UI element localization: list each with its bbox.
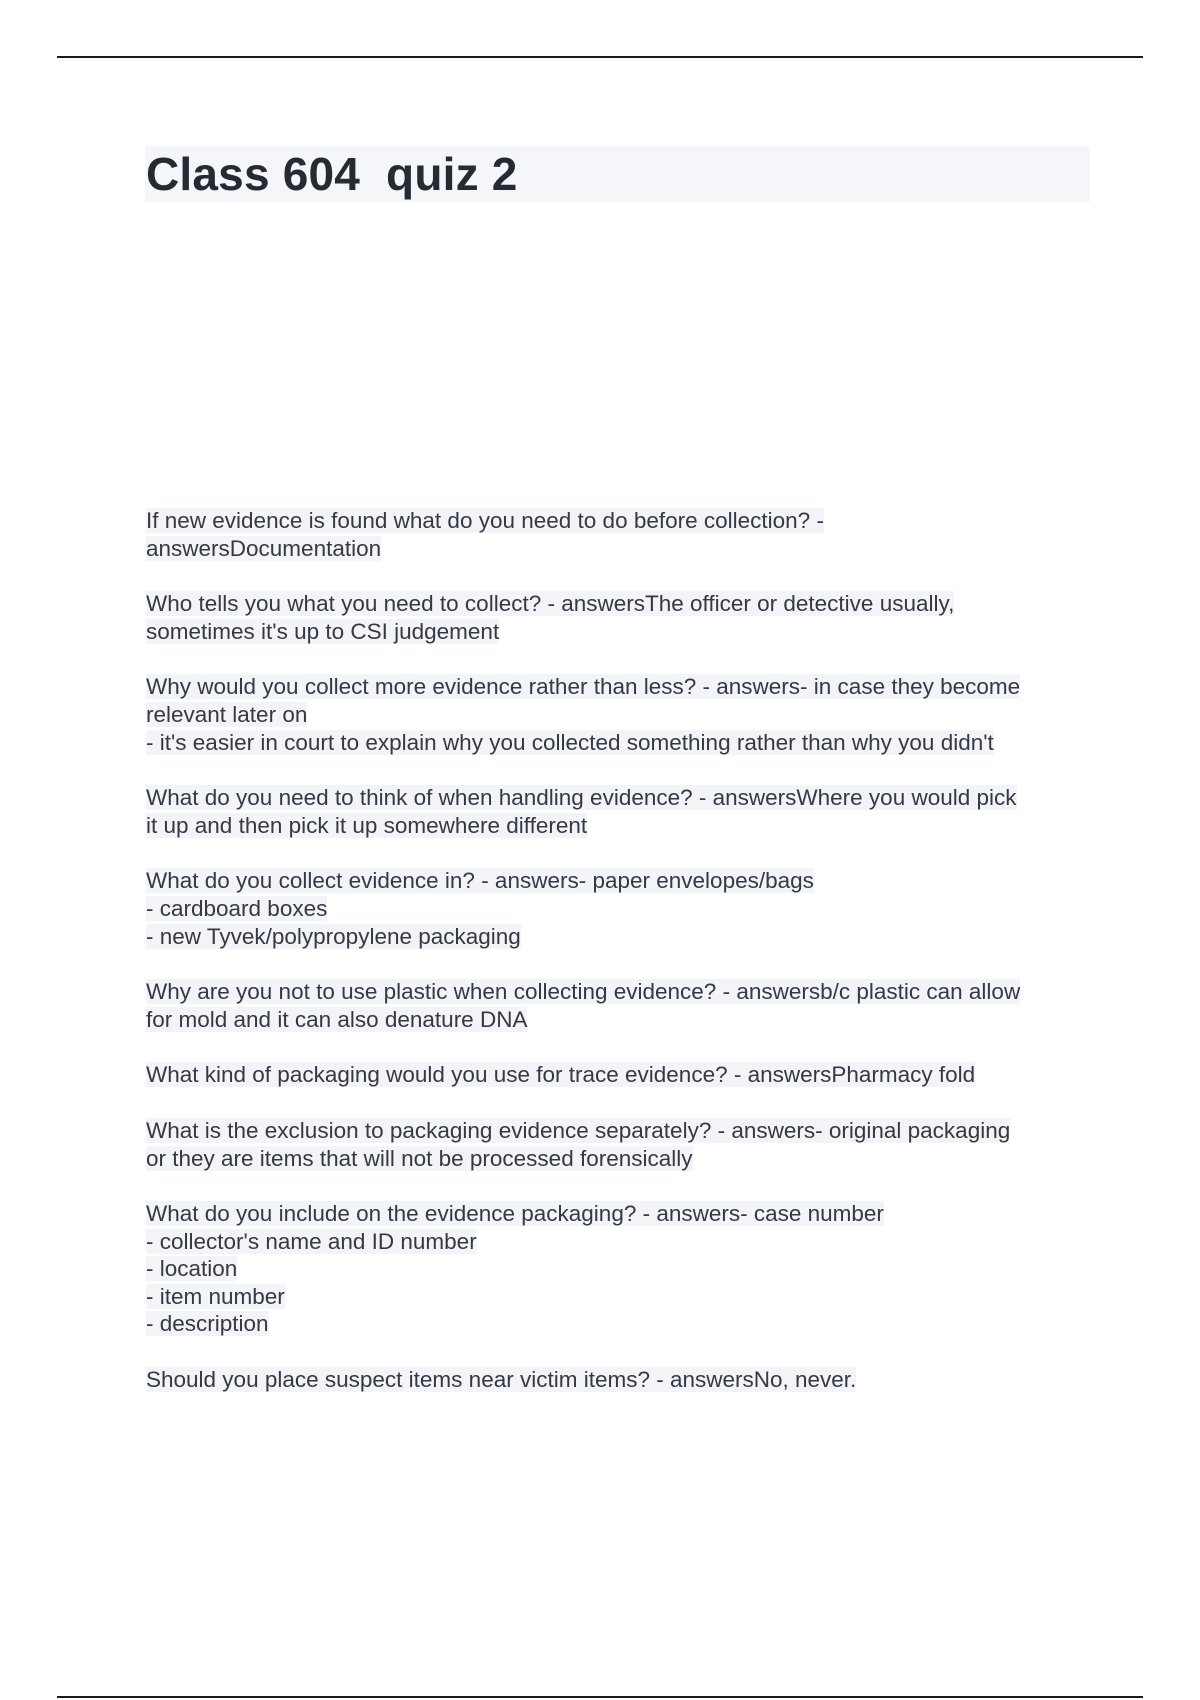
qa-line: relevant later on xyxy=(146,701,308,727)
bottom-rule xyxy=(57,1696,1143,1698)
qa-line: Should you place suspect items near victim items? - answersNo, never. xyxy=(146,1367,857,1393)
qa-line: What is the exclusion to packaging evidence separately? - answers- original packaging xyxy=(146,1117,1011,1143)
qa-line: - new Tyvek/polypropylene packaging xyxy=(146,923,521,949)
qa-item xyxy=(146,1200,1106,1338)
qa-line: If new evidence is found what do you need to do before collection? - xyxy=(146,508,824,533)
qa-line: - location xyxy=(146,1256,238,1282)
qa-line: for mold and it can also denature DNA xyxy=(146,1006,528,1032)
qa-list xyxy=(146,507,1106,1422)
qa-line: What do you include on the evidence packaging? - answers- case number xyxy=(146,1201,884,1227)
qa-item xyxy=(146,867,1106,950)
qa-item xyxy=(146,507,1106,562)
qa-item xyxy=(146,784,1106,839)
top-rule xyxy=(57,56,1143,58)
qa-item xyxy=(146,590,1106,645)
qa-line: What do you collect evidence in? - answers- paper envelopes/bags xyxy=(146,868,814,894)
qa-line: What do you need to think of when handling evidence? - answersWhere you would pick xyxy=(146,785,1017,811)
qa-line: or they are items that will not be processed forensically xyxy=(146,1145,693,1171)
qa-line: Who tells you what you need to collect? - answersThe officer or detective usually, xyxy=(146,591,955,617)
qa-line: - description xyxy=(146,1311,269,1337)
document-title: Class 604 quiz 2 xyxy=(146,148,518,200)
qa-line: What kind of packaging would you use for trace evidence? - answersPharmacy fold xyxy=(146,1062,976,1088)
qa-line: Why are you not to use plastic when collecting evidence? - answersb/c plastic can allow xyxy=(146,979,1021,1005)
qa-item xyxy=(146,1366,1106,1394)
qa-line: sometimes it's up to CSI judgement xyxy=(146,618,500,644)
qa-item xyxy=(146,1061,1106,1089)
qa-line: - item number xyxy=(146,1283,285,1309)
qa-item xyxy=(146,673,1106,756)
qa-line: it up and then pick it up somewhere different xyxy=(146,812,588,838)
qa-item xyxy=(146,1117,1106,1172)
qa-line: - it's easier in court to explain why you collected something rather than why you didn't xyxy=(146,729,994,755)
qa-item xyxy=(146,978,1106,1033)
qa-line: answersDocumentation xyxy=(146,535,382,561)
qa-line: - collector's name and ID number xyxy=(146,1228,477,1254)
qa-line: - cardboard boxes xyxy=(146,895,328,921)
qa-line: Why would you collect more evidence rather than less? - answers- in case they become xyxy=(146,674,1021,700)
